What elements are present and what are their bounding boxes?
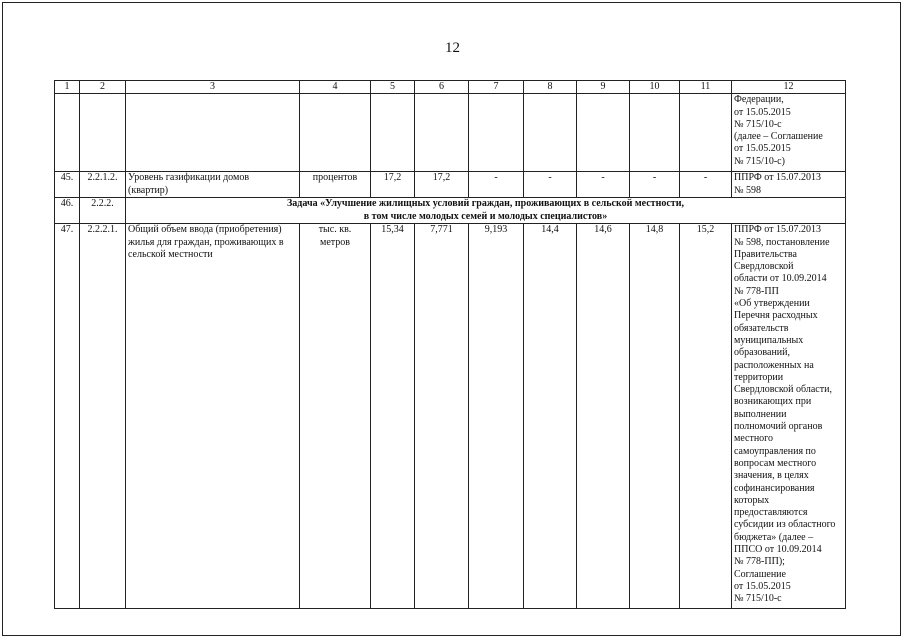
source-cell: Федерации, от 15.05.2015 № 715/10-с (далее – Соглашение от 15.05.2015 № 715/10-с) <box>732 94 846 172</box>
value-2014: 15,34 <box>371 224 415 609</box>
column-number: 6 <box>415 81 469 94</box>
indicator-name: Общий объем ввода (приобретения) жилья для граждан, проживающих в сельской местности <box>126 224 300 609</box>
row-number: 47. <box>55 224 80 609</box>
column-number: 4 <box>300 81 371 94</box>
value-2015: 7,771 <box>415 224 469 609</box>
unit: тыс. кв. метров <box>300 224 371 609</box>
column-number-row <box>55 81 846 94</box>
value-2019: 14,8 <box>630 224 680 609</box>
value-2015: 17,2 <box>415 172 469 198</box>
column-number: 11 <box>680 81 732 94</box>
value-2018: 14,6 <box>577 224 630 609</box>
column-number: 5 <box>371 81 415 94</box>
source-cell: ППРФ от 15.07.2013 № 598 <box>732 172 846 198</box>
value-2020: - <box>680 172 732 198</box>
row-code: 2.2.2. <box>80 198 126 224</box>
column-number: 8 <box>524 81 577 94</box>
column-number: 3 <box>126 81 300 94</box>
table-row <box>55 172 846 198</box>
column-number: 10 <box>630 81 680 94</box>
row-number: 46. <box>55 198 80 224</box>
value-2016: 9,193 <box>469 224 524 609</box>
row-code: 2.2.1.2. <box>80 172 126 198</box>
source-cell: ППРФ от 15.07.2013 № 598, постановление Правительства Свердловской области от 10.09.2014 № 778-ПП «Об утверждении Перечня расходных обязательств муниципальных образований, расположенных на территории Свердловской области, возникающих при выполнении полномочий органов местного самоуправления по вопросам местного значения, в целях софинансирования которых предоставляются субсидии из областного бюджета» (далее – ППСО от 10.09.2014 № 778-ПП); Соглашение от 15.05.2015 № 715/10-с <box>732 224 846 609</box>
value-2020: 15,2 <box>680 224 732 609</box>
unit: процентов <box>300 172 371 198</box>
column-number: 2 <box>80 81 126 94</box>
column-number: 12 <box>732 81 846 94</box>
indicators-table <box>54 80 846 609</box>
value-2014: 17,2 <box>371 172 415 198</box>
row-number: 45. <box>55 172 80 198</box>
table-row <box>55 224 846 609</box>
column-number: 1 <box>55 81 80 94</box>
value-2017: - <box>524 172 577 198</box>
task-title: Задача «Улучшение жилищных условий граждан, проживающих в сельской местности, в том числе молодых семей и молодых специалистов» <box>126 198 846 224</box>
indicator-name: Уровень газификации домов (квартир) <box>126 172 300 198</box>
value-2018: - <box>577 172 630 198</box>
column-number: 7 <box>469 81 524 94</box>
column-number: 9 <box>577 81 630 94</box>
page-number: 12 <box>445 40 460 56</box>
value-2017: 14,4 <box>524 224 577 609</box>
value-2019: - <box>630 172 680 198</box>
task-row <box>55 198 846 224</box>
row-code: 2.2.2.1. <box>80 224 126 609</box>
value-2016: - <box>469 172 524 198</box>
continuation-row <box>55 94 846 172</box>
